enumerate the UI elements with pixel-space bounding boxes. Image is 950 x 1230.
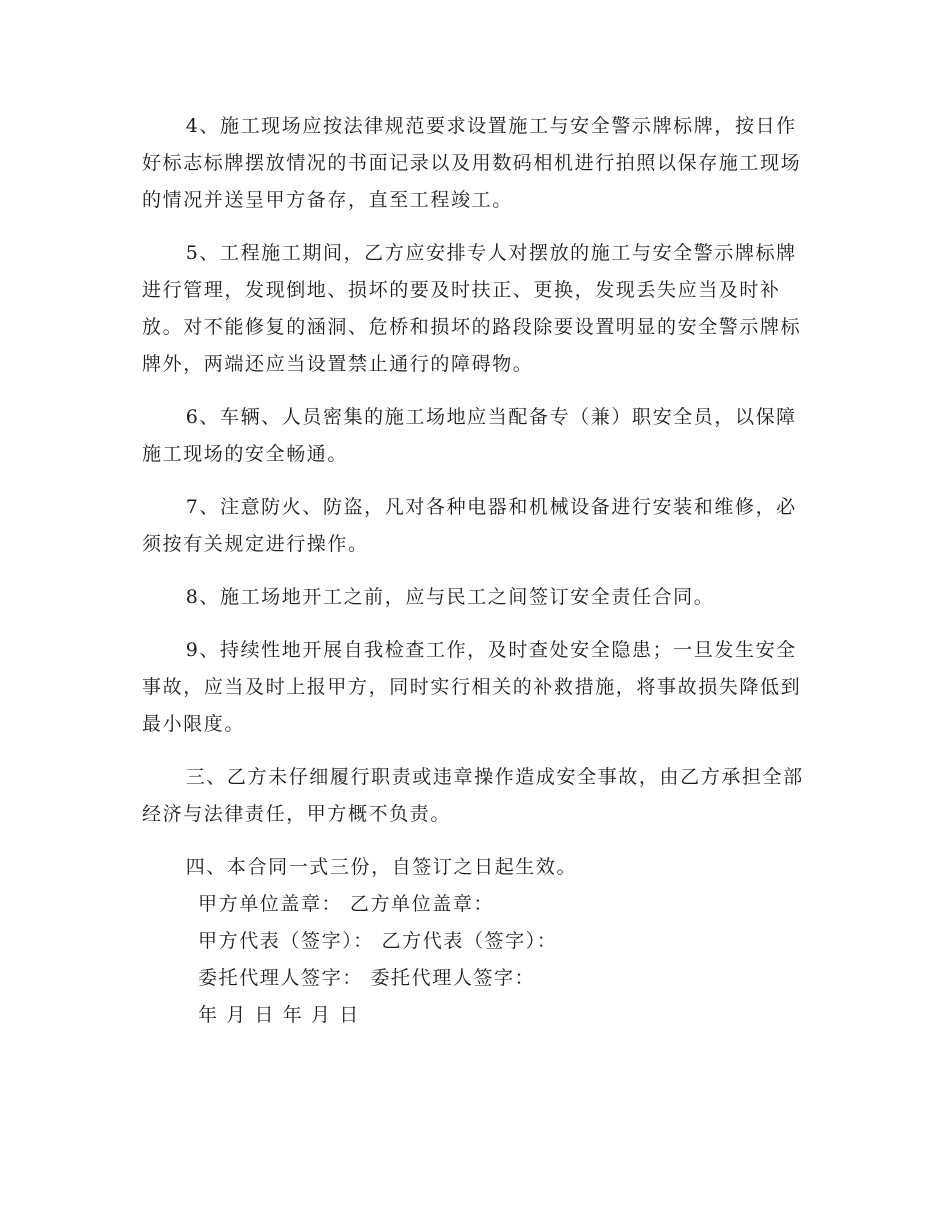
representative-line (142, 923, 807, 960)
party-a-seal-label: 甲方单位盖章： (198, 893, 343, 915)
clause-9: 9、持续性地开展自我检查工作，及时查处安全隐患；一旦发生安全事故，应当及时上报甲方，同时实行相关的补救措施，将事故损失降低到最小限度。 (142, 639, 802, 735)
clause-8: 8、施工场地开工之前，应与民工之间签订安全责任合同。 (185, 586, 715, 608)
clause-7: 7、注意防火、防盗，凡对各种电器和机械设备进行安装和维修，必须按有关规定进行操作。 (142, 496, 797, 555)
seal-line (142, 886, 807, 923)
clause-4: 4、施工现场应按法律规范要求设置施工与安全警示牌标牌，按日作好标志标牌摆放情况的书面记录以及用数码相机进行拍照以保存施工现场的情况并送呈甲方备存，直至工程竣工。 (142, 115, 802, 211)
party-a-representative-label: 甲方代表（签字）： (198, 930, 374, 952)
party-a-agent-label: 委托代理人签字： (198, 967, 363, 989)
clause-6: 6、车辆、人员密集的施工场地应当配备专（兼）职安全员，以保障施工现场的安全畅通。 (142, 406, 797, 465)
date-line (142, 997, 807, 1034)
agent-line (142, 960, 807, 997)
party-b-date: 年 月 日 (282, 1004, 360, 1026)
document-body (142, 108, 807, 1034)
party-b-representative-label: 乙方代表（签字）： (381, 930, 558, 952)
section-3: 三、乙方未仔细履行职责或违章操作造成安全事故，由乙方承担全部经济与法律责任，甲方概不负责。 (142, 766, 804, 825)
clause-5: 5、工程施工期间，乙方应安排专人对摆放的施工与安全警示牌标牌进行管理，发现倒地、损坏的要及时扶正、更换，发现丢失应当及时补放。对不能修复的涵洞、危桥和损坏的路段除要设置明显的安全警示牌标牌外，两端还应当设置禁止通行的障碍物。 (142, 242, 802, 375)
party-a-date: 年 月 日 (198, 1004, 276, 1026)
party-b-agent-label: 委托代理人签字： (370, 967, 536, 989)
section-4: 四、本合同一式三份，自签订之日起生效。 (185, 856, 578, 878)
party-b-seal-label: 乙方单位盖章： (349, 893, 495, 915)
